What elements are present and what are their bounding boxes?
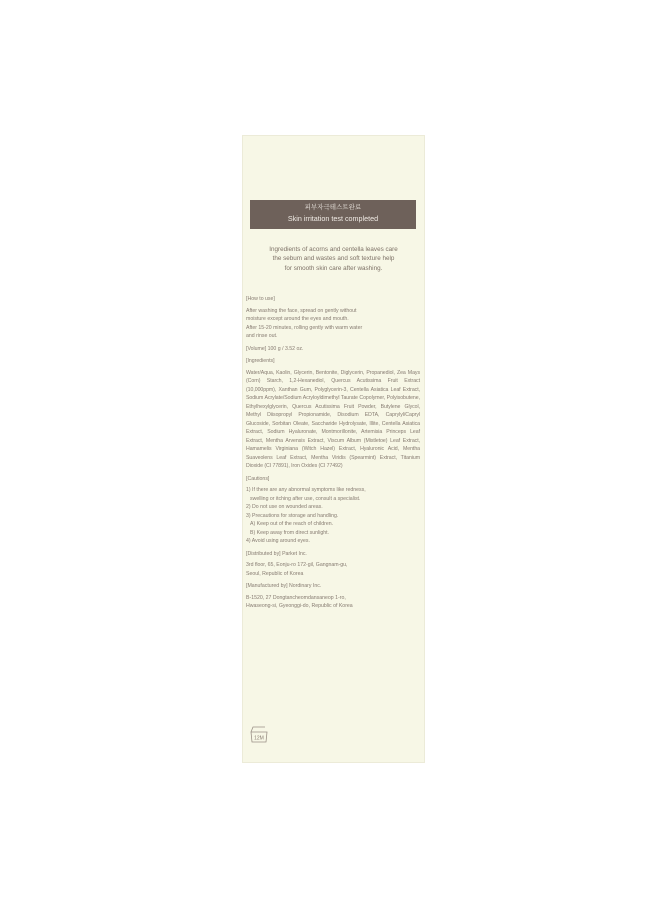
manufacturer-heading: [Manufactured by] <box>246 583 288 589</box>
label-body <box>246 295 420 611</box>
caution-subitem: A) Keep out of the reach of children. <box>250 521 334 527</box>
volume-heading: [Volume] <box>246 345 267 352</box>
volume-row <box>246 345 420 354</box>
open-jar-12m-icon <box>248 723 270 745</box>
ingredients-heading: [Ingredients] <box>246 358 275 364</box>
skin-test-badge <box>250 200 416 229</box>
manufacturer-address: Hwaseong-si, Gyeonggi-do, Republic of Korea <box>246 603 353 609</box>
distributor-heading: [Distributed by] <box>246 550 281 557</box>
how-to-use-line: After 15-20 minutes, rolling gently with warm water <box>246 324 363 331</box>
product-label-panel <box>242 135 425 763</box>
intro-line: Ingredients of acorns and centella leaves care <box>269 246 398 253</box>
caution-item: 3) Precautions for storage and handling. <box>246 512 339 519</box>
cautions-heading: [Cautions] <box>246 475 270 482</box>
how-to-use-heading: [How to use] <box>246 296 275 302</box>
caution-subitem: B) Keep away from direct sunlight. <box>250 529 330 536</box>
badge-korean-text: 피부자극테스트완료 <box>304 204 362 211</box>
intro-line: for smooth skin care after washing. <box>284 264 383 272</box>
how-to-use-line: moisture except around the eyes and mouth. <box>246 316 349 322</box>
distributor-row <box>246 550 420 559</box>
distributor-address: Seoul, Republic of Korea <box>246 570 304 577</box>
caution-item: swelling or itching after use, consult a specialist. <box>250 495 361 502</box>
volume-value: 100 g / 3.52 oz. <box>267 345 304 352</box>
intro-description <box>246 245 421 273</box>
ingredients-list: Water/Aqua, Kaolin, Glycerin, Bentonite, Diglycerin, Propanediol, Zea Mays (Corn) Starch, 1,2-Hexanediol, Quercus Acutissima Fruit Extract (10,000ppm), Xanthan Gum, Polyglycerin-3, Centella Asiatica Leaf Extract, Sodium Acrylate/Sodium Acryloyldimethyl Taurate Copolymer, Polyisobutene, Ethylhexylglycerin, Quercus Acutissima Fruit Powder, Butylene Glycol, Methyl Diisopropyl Propionamide, Disodium EDTA, Caprylyl/Capryl Glucoside, Sorbitan Oleate, Saccharide Hydrolysate, Illite, Centella Asiatica Extract, Sodium Hyaluronate, Montmorillonite, Artemisia Princeps Leaf Extract, Mentha Arvensis Extract, Viscum Album (Mistletoe) Leaf Extract, Hamamelis Virginiana (Witch Hazel) Extract, Hyaluronic Acid, Mentha Suaveolens Leaf Extract, Mentha Viridis (Spearmint) Extract, Titanium Dioxide (CI 77891), Iron Oxides (CI 77492) <box>246 369 420 469</box>
distributor-address: 3rd floor, 65, Eonju-ro 172-gil, Gangnam-gu, <box>246 562 348 568</box>
how-to-use-line: and rinse out. <box>246 333 278 339</box>
how-to-use-line: After washing the face, spread on gently without <box>246 307 357 314</box>
manufacturer-name: Nordinary Inc. <box>288 583 322 589</box>
pao-label: 12M <box>254 735 264 742</box>
manufacturer-row <box>246 582 420 591</box>
badge-english-text: Skin irritation test completed <box>287 213 379 223</box>
caution-item: 4) Avoid using around eyes. <box>246 538 310 544</box>
manufacturer-address: B-1520, 27 Dongtancheomdansaneop 1-ro, <box>246 594 346 601</box>
intro-line: the sebum and wastes and soft texture help <box>272 255 395 263</box>
caution-item: 2) Do not use on wounded areas. <box>246 504 323 510</box>
distributor-name: Parket Inc. <box>282 550 307 557</box>
caution-item: 1) If there are any abnormal symptoms like redness, <box>246 487 366 493</box>
